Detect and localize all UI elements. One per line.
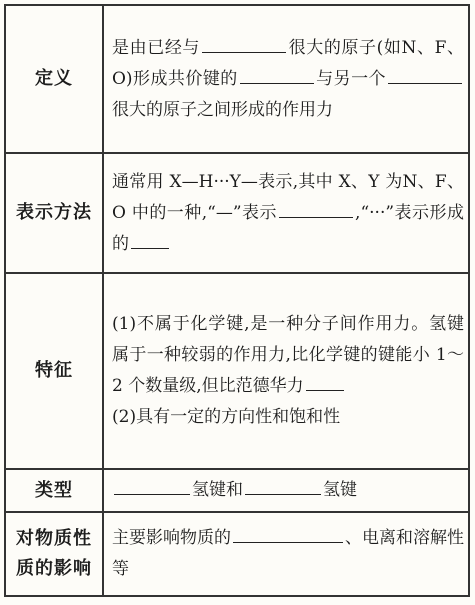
text-segment: 是由已经与 — [112, 37, 201, 58]
row-content-types — [103, 469, 469, 512]
text-segment: 通常用 X—H···Y—表示,其中 X、Y 为N、F、O 中的一种,“—”表示 — [112, 171, 464, 223]
text-segment: 氢键和 — [192, 480, 243, 500]
text-segment: 氢键 — [323, 480, 357, 500]
text-segment: 很大的原子之间形成的作用力 — [112, 99, 333, 120]
row-content-definition — [103, 5, 469, 153]
fill-blank — [240, 65, 314, 84]
hydrogen-bond-table — [4, 4, 470, 597]
row-content-effects — [103, 512, 469, 596]
table-row-features — [5, 273, 469, 469]
text-segment: ,“···”表示形成的 — [112, 202, 464, 254]
table-row-notation — [5, 153, 469, 273]
text-segment: 与另一个 — [315, 68, 386, 89]
row-label-definition: 定义 — [5, 5, 103, 153]
fill-blank — [114, 476, 190, 495]
fill-blank — [279, 199, 353, 218]
row-content-features — [103, 273, 469, 469]
row-label-notation: 表示方法 — [5, 153, 103, 273]
fill-blank — [306, 372, 344, 391]
feature-item-1 — [112, 309, 464, 402]
table-row-effects — [5, 512, 469, 596]
fill-blank — [202, 34, 286, 53]
row-content-notation — [103, 153, 469, 273]
fill-blank — [233, 524, 343, 543]
fill-blank — [388, 65, 462, 84]
row-label-effects — [5, 512, 103, 596]
text-segment: 很大的原子(如N、F、O)形成共价键的 — [112, 37, 464, 89]
text-segment: 、电离和溶解性等 — [112, 528, 464, 579]
text-segment: (1)不属于化学键,是一种分子间作用力。氢键属于一种较弱的作用力,比化学键的键能小 1～2 个数量级,但比范德华力 — [112, 314, 464, 396]
feature-item-2: (2)具有一定的方向性和饱和性 — [112, 407, 341, 427]
label-line: 质的影响 — [16, 558, 92, 579]
fill-blank — [245, 476, 321, 495]
table-row-definition — [5, 5, 469, 153]
row-label-features: 特征 — [5, 273, 103, 469]
label-line: 对物质性 — [16, 528, 92, 549]
fill-blank — [131, 230, 169, 249]
text-segment: 主要影响物质的 — [112, 528, 231, 548]
table-row-types — [5, 469, 469, 512]
row-label-types: 类型 — [5, 469, 103, 512]
